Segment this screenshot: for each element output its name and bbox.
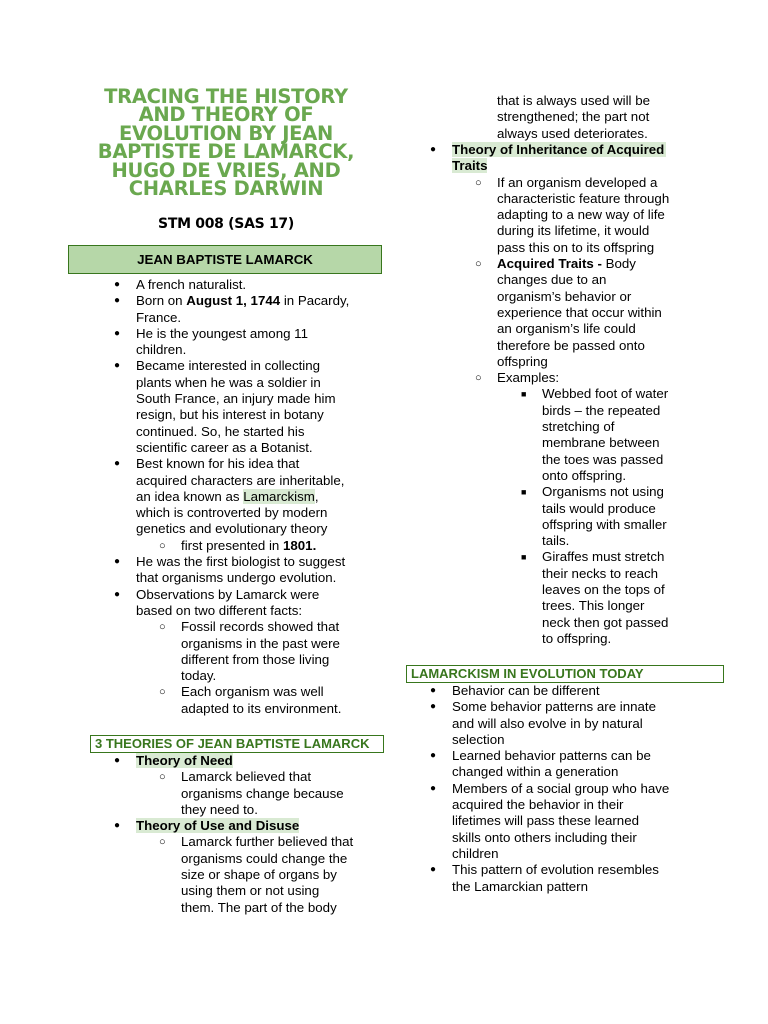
- list-item-text: Body: [601, 256, 636, 272]
- sub-list-item: ○ Fossil records showed that: [181, 619, 386, 635]
- sub-list-continuation: changes due to an: [497, 272, 607, 288]
- sub-list-continuation: that is always used will be: [497, 93, 650, 108]
- sub-list-continuation: today.: [181, 668, 217, 684]
- document-subtitle: STM 008 (SAS 17): [158, 216, 294, 232]
- example-continuation: birds – the repeated: [542, 402, 661, 418]
- list-item-continuation: skills onto others including their: [452, 829, 637, 845]
- example-continuation: their necks to reach: [542, 565, 659, 581]
- example-continuation: tails.: [542, 533, 570, 549]
- sub-list-item: [497, 256, 752, 272]
- list-item-continuation: acquired characters are inheritable,: [136, 472, 345, 488]
- theory-item-continuation: [452, 158, 752, 174]
- list-item-continuation: plants when he was a soldier in: [136, 374, 321, 390]
- example-item: ■ Webbed foot of water: [542, 386, 752, 402]
- list-item: ● He was the first biologist to suggest: [136, 554, 386, 570]
- sub-list-continuation: therefore be passed onto: [497, 337, 645, 353]
- example-continuation: leaves on the tops of: [542, 582, 665, 598]
- list-item-text: ,: [314, 488, 319, 504]
- list-item-text: first presented in: [181, 537, 283, 553]
- list-item-text: in Pacardy,: [280, 293, 350, 309]
- list-item: ● Became interested in collecting: [136, 358, 386, 374]
- list-item-continuation: lifetimes will pass these learned: [452, 813, 639, 829]
- theories-list: [136, 753, 386, 916]
- sub-list-continuation: characteristic feature through: [497, 190, 670, 206]
- example-continuation: stretching of: [542, 419, 615, 435]
- list-item-continuation: based on two different facts:: [136, 602, 303, 618]
- sub-list-item: ○ Lamarck believed that: [181, 769, 386, 785]
- lamarck-facts-list: [136, 277, 386, 717]
- sub-list-continuation: adapted to its environment.: [181, 700, 342, 716]
- sub-list-continuation: they need to.: [181, 801, 258, 817]
- theory-item: [452, 142, 752, 158]
- list-item: [136, 277, 386, 293]
- theory-of-inheritance-label: Theory of Inheritance of Acquired: [452, 142, 665, 157]
- list-item-text: A french naturalist.: [136, 277, 247, 292]
- example-continuation: tails would produce: [542, 500, 656, 516]
- list-item-continuation: children.: [136, 342, 187, 358]
- sub-list-continuation: different from those living: [181, 651, 330, 667]
- examples-label: ○ Examples:: [497, 370, 752, 386]
- list-item-continuation: scientific career as a Botanist.: [136, 439, 313, 455]
- list-item-continuation: which is controverted by modern: [136, 505, 328, 521]
- section-heading-three-theories: 3 THEORIES OF JEAN BAPTISTE LAMARCK: [90, 735, 384, 753]
- sub-list-continuation: organisms in the past were: [181, 635, 340, 651]
- year-presented: 1801.: [283, 537, 317, 553]
- list-item-continuation: and will also evolve in by natural: [452, 715, 643, 731]
- list-item-continuation: resign, but his interest in botany: [136, 407, 324, 423]
- list-item-continuation: changed within a generation: [452, 764, 619, 780]
- sub-list-item: ○ If an organism developed a: [497, 175, 752, 191]
- sub-list-continuation: offspring: [497, 353, 548, 369]
- sub-list-item: ○ Each organism was well: [181, 684, 386, 700]
- list-item: ● Best known for his idea that: [136, 456, 386, 472]
- document-title: TRACING THE HISTORY AND THEORY OF EVOLUTION BY JEAN BAPTISTE DE LAMARCK, HUGO DE VRIES, AND CHARLES DARWIN: [97, 85, 355, 201]
- sub-list-item: ○ Lamarck further believed that: [181, 834, 386, 850]
- sub-list-continuation: always used deteriorates.: [497, 125, 648, 141]
- theory-of-inheritance-label-cont: Traits: [452, 158, 488, 174]
- list-item-continuation: France.: [136, 309, 182, 325]
- list-item-continuation: genetics and evolutionary theory: [136, 521, 328, 537]
- lamarckism-today-list: [452, 683, 752, 895]
- section-heading-lamarck: JEAN BAPTISTE LAMARCK: [68, 245, 382, 274]
- list-item: ● Members of a social group who have: [452, 781, 752, 797]
- sub-list-item: [181, 538, 386, 554]
- example-continuation: membrane between: [542, 435, 660, 451]
- theory-item: [136, 753, 386, 769]
- list-item-continuation: South France, an injury made him: [136, 391, 336, 407]
- list-item-continuation: acquired the behavior in their: [452, 797, 624, 813]
- example-continuation: to offspring.: [542, 630, 612, 646]
- sub-list-continuation: experience that occur within: [497, 304, 662, 320]
- sub-list-continuation: organisms change because: [181, 785, 344, 801]
- highlighted-term-lamarckism: Lamarckism: [243, 488, 315, 504]
- acquired-traits-term: Acquired Traits -: [497, 256, 602, 272]
- sub-list-continuation: using them or not using: [181, 883, 320, 899]
- list-item-continuation: children: [452, 845, 499, 861]
- list-item: ● He is the youngest among 11: [136, 326, 386, 342]
- list-item-continuation: [136, 489, 386, 505]
- list-item: ● Behavior can be different: [452, 683, 752, 699]
- list-item-continuation: continued. So, he started his: [136, 423, 305, 439]
- example-continuation: offspring with smaller: [542, 516, 667, 532]
- sub-list-continuation: pass this on to its offspring: [497, 239, 655, 255]
- list-item-continuation: selection: [452, 731, 505, 747]
- list-item: ● Learned behavior patterns can be: [452, 748, 752, 764]
- list-item: ● Some behavior patterns are innate: [452, 699, 752, 715]
- list-item-continuation: the Lamarckian pattern: [452, 878, 589, 894]
- example-continuation: onto offspring.: [542, 467, 627, 483]
- inheritance-theory: [452, 142, 752, 647]
- section-heading-lamarckism-today: LAMARCKISM IN EVOLUTION TODAY: [406, 665, 724, 683]
- theory-of-need-label: Theory of Need: [136, 753, 233, 768]
- sub-list-continuation: adapting to a new way of life: [497, 207, 665, 223]
- example-continuation: the toes was passed: [542, 451, 664, 467]
- sub-list-continuation: during its lifetime, it would: [497, 223, 650, 239]
- use-disuse-continuation: [497, 93, 757, 142]
- sub-list-continuation: organism’s behavior or: [497, 288, 632, 304]
- sub-list-continuation: strengthened; the part not: [497, 109, 650, 125]
- example-item: ■ Organisms not using: [542, 484, 752, 500]
- birth-date: August 1, 1744: [186, 293, 281, 309]
- list-item-text: an idea known as: [136, 488, 244, 504]
- sub-list-continuation: organisms could change the: [181, 850, 348, 866]
- sub-list-continuation: size or shape of organs by: [181, 867, 337, 883]
- list-item: [136, 293, 386, 309]
- sub-list-continuation: them. The part of the body: [181, 899, 337, 915]
- list-item: ● This pattern of evolution resembles: [452, 862, 752, 878]
- sub-list-continuation: an organism’s life could: [497, 321, 636, 337]
- theory-of-use-label: Theory of Use and Disuse: [136, 818, 300, 834]
- example-continuation: neck then got passed: [542, 614, 669, 630]
- example-item: ■ Giraffes must stretch: [542, 549, 752, 565]
- list-item-text: Born on: [136, 293, 187, 309]
- example-continuation: trees. This longer: [542, 598, 645, 614]
- list-item-continuation: that organisms undergo evolution.: [136, 570, 337, 586]
- list-item: ● Observations by Lamarck were: [136, 587, 386, 603]
- theory-item: [136, 818, 386, 834]
